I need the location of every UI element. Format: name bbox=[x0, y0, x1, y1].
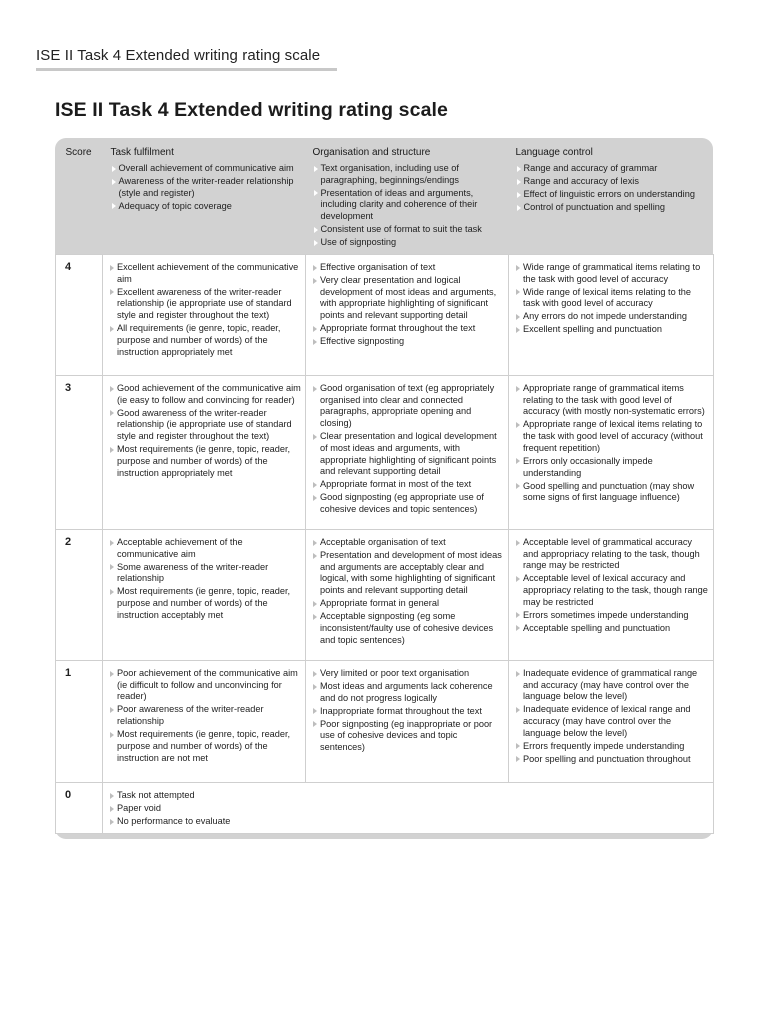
descriptor-item: No performance to evaluate bbox=[109, 816, 709, 828]
descriptor-item: Clear presentation and logical development of most ideas and arguments, with appropriate highlighting of significant points and relevant supporting detail bbox=[312, 431, 504, 478]
score-column-heading: Score bbox=[65, 147, 92, 158]
organisation-cell bbox=[306, 255, 509, 376]
language-control-heading-cell bbox=[516, 147, 696, 215]
descriptor-item: Appropriate format in most of the text bbox=[312, 479, 504, 491]
score-value: 1 bbox=[56, 661, 103, 783]
task-fulfilment-heading: Task fulfilment bbox=[110, 147, 174, 158]
descriptor-item: All requirements (ie genre, topic, reader, purpose and number of words) of the instruction appropriately met bbox=[109, 323, 301, 358]
descriptor-item: Acceptable organisation of text bbox=[312, 537, 504, 549]
descriptor-item: Presentation and development of most ideas and arguments are acceptably clear and logical, with some highlighting of significant points and relevant supporting detail bbox=[312, 550, 504, 597]
descriptor-item: Errors only occasionally impede understanding bbox=[515, 456, 709, 479]
organisation-cell bbox=[306, 661, 509, 783]
descriptor-item: Most requirements (ie genre, topic, reader, purpose and number of words) of the instruction appropriately met bbox=[109, 444, 301, 479]
header-divider bbox=[36, 68, 337, 71]
page-title: ISE II Task 4 Extended writing rating scale bbox=[55, 99, 448, 121]
descriptor-item: Excellent spelling and punctuation bbox=[515, 324, 709, 336]
descriptor-item: Acceptable spelling and punctuation bbox=[515, 623, 709, 635]
descriptor-item: Poor spelling and punctuation throughout bbox=[515, 754, 709, 766]
criterion-item: Text organisation, including use of paragraphing, beginnings/endings bbox=[313, 163, 503, 186]
descriptor-item: Appropriate range of grammatical items relating to the task with good level of accuracy (with mostly non-systematic errors) bbox=[515, 383, 709, 418]
descriptor-item: Good organisation of text (eg appropriately organised into clear and connected paragraphs, appropriate opening and closing) bbox=[312, 383, 504, 430]
language-control-criteria bbox=[516, 163, 696, 214]
score-row-4 bbox=[56, 255, 714, 376]
score-row-3 bbox=[56, 376, 714, 530]
descriptor-item: Excellent achievement of the communicative aim bbox=[109, 262, 301, 285]
language-control-cell bbox=[509, 530, 714, 661]
descriptor-item: Appropriate format in general bbox=[312, 598, 504, 610]
criterion-item: Effect of linguistic errors on understanding bbox=[516, 189, 696, 201]
language-control-cell bbox=[509, 661, 714, 783]
descriptor-item: Inappropriate format throughout the text bbox=[312, 706, 504, 718]
score-row-0 bbox=[56, 783, 714, 834]
language-control-cell bbox=[509, 255, 714, 376]
task-fulfilment-criteria bbox=[111, 163, 296, 212]
organisation-cell bbox=[306, 376, 509, 530]
organisation-heading-cell bbox=[313, 147, 503, 250]
score-value: 0 bbox=[56, 783, 103, 834]
organisation-heading: Organisation and structure bbox=[312, 147, 431, 158]
descriptor-item: Most requirements (ie genre, topic, reader, purpose and number of words) of the instruction are not met bbox=[109, 729, 301, 764]
language-control-cell bbox=[509, 376, 714, 530]
task-fulfilment-cell bbox=[103, 255, 306, 376]
organisation-cell bbox=[306, 530, 509, 661]
descriptor-item: Task not attempted bbox=[109, 790, 709, 802]
descriptor-item: Good awareness of the writer-reader relationship (ie appropriate use of standard style and register throughout the text) bbox=[109, 408, 301, 443]
descriptor-item: Errors sometimes impede understanding bbox=[515, 610, 709, 622]
criterion-item: Use of signposting bbox=[313, 237, 503, 249]
descriptor-item: Appropriate range of lexical items relating to the task with good level of accuracy (without frequent repetition) bbox=[515, 419, 709, 454]
header-row bbox=[56, 138, 714, 255]
running-header: ISE II Task 4 Extended writing rating scale bbox=[36, 47, 321, 64]
descriptor-item: Wide range of lexical items relating to the task with good level of accuracy bbox=[515, 287, 709, 310]
descriptor-item: Inadequate evidence of grammatical range and accuracy (may have control over the language below the level) bbox=[515, 668, 709, 703]
score-value: 3 bbox=[56, 376, 103, 530]
criterion-item: Adequacy of topic coverage bbox=[111, 201, 296, 213]
organisation-criteria bbox=[313, 163, 503, 249]
descriptor-item: Errors frequently impede understanding bbox=[515, 741, 709, 753]
descriptor-item: Some awareness of the writer-reader relationship bbox=[109, 562, 301, 585]
task-fulfilment-cell bbox=[103, 661, 306, 783]
no-performance-cell bbox=[103, 783, 714, 834]
criterion-item: Awareness of the writer-reader relationship (style and register) bbox=[111, 176, 296, 199]
descriptor-item: Appropriate format throughout the text bbox=[312, 323, 504, 335]
descriptor-item: Poor awareness of the writer-reader relationship bbox=[109, 704, 301, 727]
descriptor-item: Poor signposting (eg inappropriate or poor use of cohesive devices and topic sentences) bbox=[312, 719, 504, 754]
task-fulfilment-cell bbox=[103, 530, 306, 661]
descriptor-item: Excellent awareness of the writer-reader relationship (ie appropriate use of standard style and register throughout the text) bbox=[109, 287, 301, 322]
descriptor-item: Poor achievement of the communicative aim (ie difficult to follow and unconvincing for reader) bbox=[109, 668, 301, 703]
descriptor-item: Paper void bbox=[109, 803, 709, 815]
criterion-item: Range and accuracy of grammar bbox=[516, 163, 696, 175]
criterion-item: Overall achievement of communicative aim bbox=[111, 163, 296, 175]
descriptor-item: Most ideas and arguments lack coherence and do not progress logically bbox=[312, 681, 504, 704]
criterion-item: Control of punctuation and spelling bbox=[516, 202, 696, 214]
descriptor-item: Inadequate evidence of lexical range and accuracy (may have control over the language below the level) bbox=[515, 704, 709, 739]
descriptor-item: Very limited or poor text organisation bbox=[312, 668, 504, 680]
rating-scale-table bbox=[55, 138, 714, 834]
descriptor-item: Acceptable achievement of the communicative aim bbox=[109, 537, 301, 560]
score-value: 2 bbox=[56, 530, 103, 661]
task-fulfilment-cell bbox=[103, 376, 306, 530]
score-value: 4 bbox=[56, 255, 103, 376]
score-row-1 bbox=[56, 661, 714, 783]
descriptor-item: Most requirements (ie genre, topic, reader, purpose and number of words) of the instruction acceptably met bbox=[109, 586, 301, 621]
criterion-item: Presentation of ideas and arguments, including clarity and coherence of their development bbox=[313, 188, 503, 223]
score-row-2 bbox=[56, 530, 714, 661]
descriptor-item: Wide range of grammatical items relating to the task with good level of accuracy bbox=[515, 262, 709, 285]
task-fulfilment-heading-cell bbox=[111, 147, 296, 214]
descriptor-item: Good achievement of the communicative aim (ie easy to follow and convincing for reader) bbox=[109, 383, 301, 406]
descriptor-item: Good spelling and punctuation (may show some signs of first language influence) bbox=[515, 481, 709, 504]
descriptor-item: Effective signposting bbox=[312, 336, 504, 348]
criterion-item: Consistent use of format to suit the task bbox=[313, 224, 503, 236]
descriptor-item: Acceptable signposting (eg some inconsistent/faulty use of cohesive devices and topic sentences) bbox=[312, 611, 504, 646]
descriptor-item: Acceptable level of grammatical accuracy and appropriacy relating to the task, though range may be restricted bbox=[515, 537, 709, 572]
descriptor-item: Any errors do not impede understanding bbox=[515, 311, 709, 323]
descriptor-item: Very clear presentation and logical development of most ideas and arguments, with appropriate highlighting of significant points and relevant supporting detail bbox=[312, 275, 504, 322]
descriptor-item: Acceptable level of lexical accuracy and appropriacy relating to the task, though range may be restricted bbox=[515, 573, 709, 608]
descriptor-item: Effective organisation of text bbox=[312, 262, 504, 274]
criterion-item: Range and accuracy of lexis bbox=[516, 176, 696, 188]
descriptor-item: Good signposting (eg appropriate use of cohesive devices and topic sentences) bbox=[312, 492, 504, 515]
language-control-heading: Language control bbox=[515, 147, 593, 158]
